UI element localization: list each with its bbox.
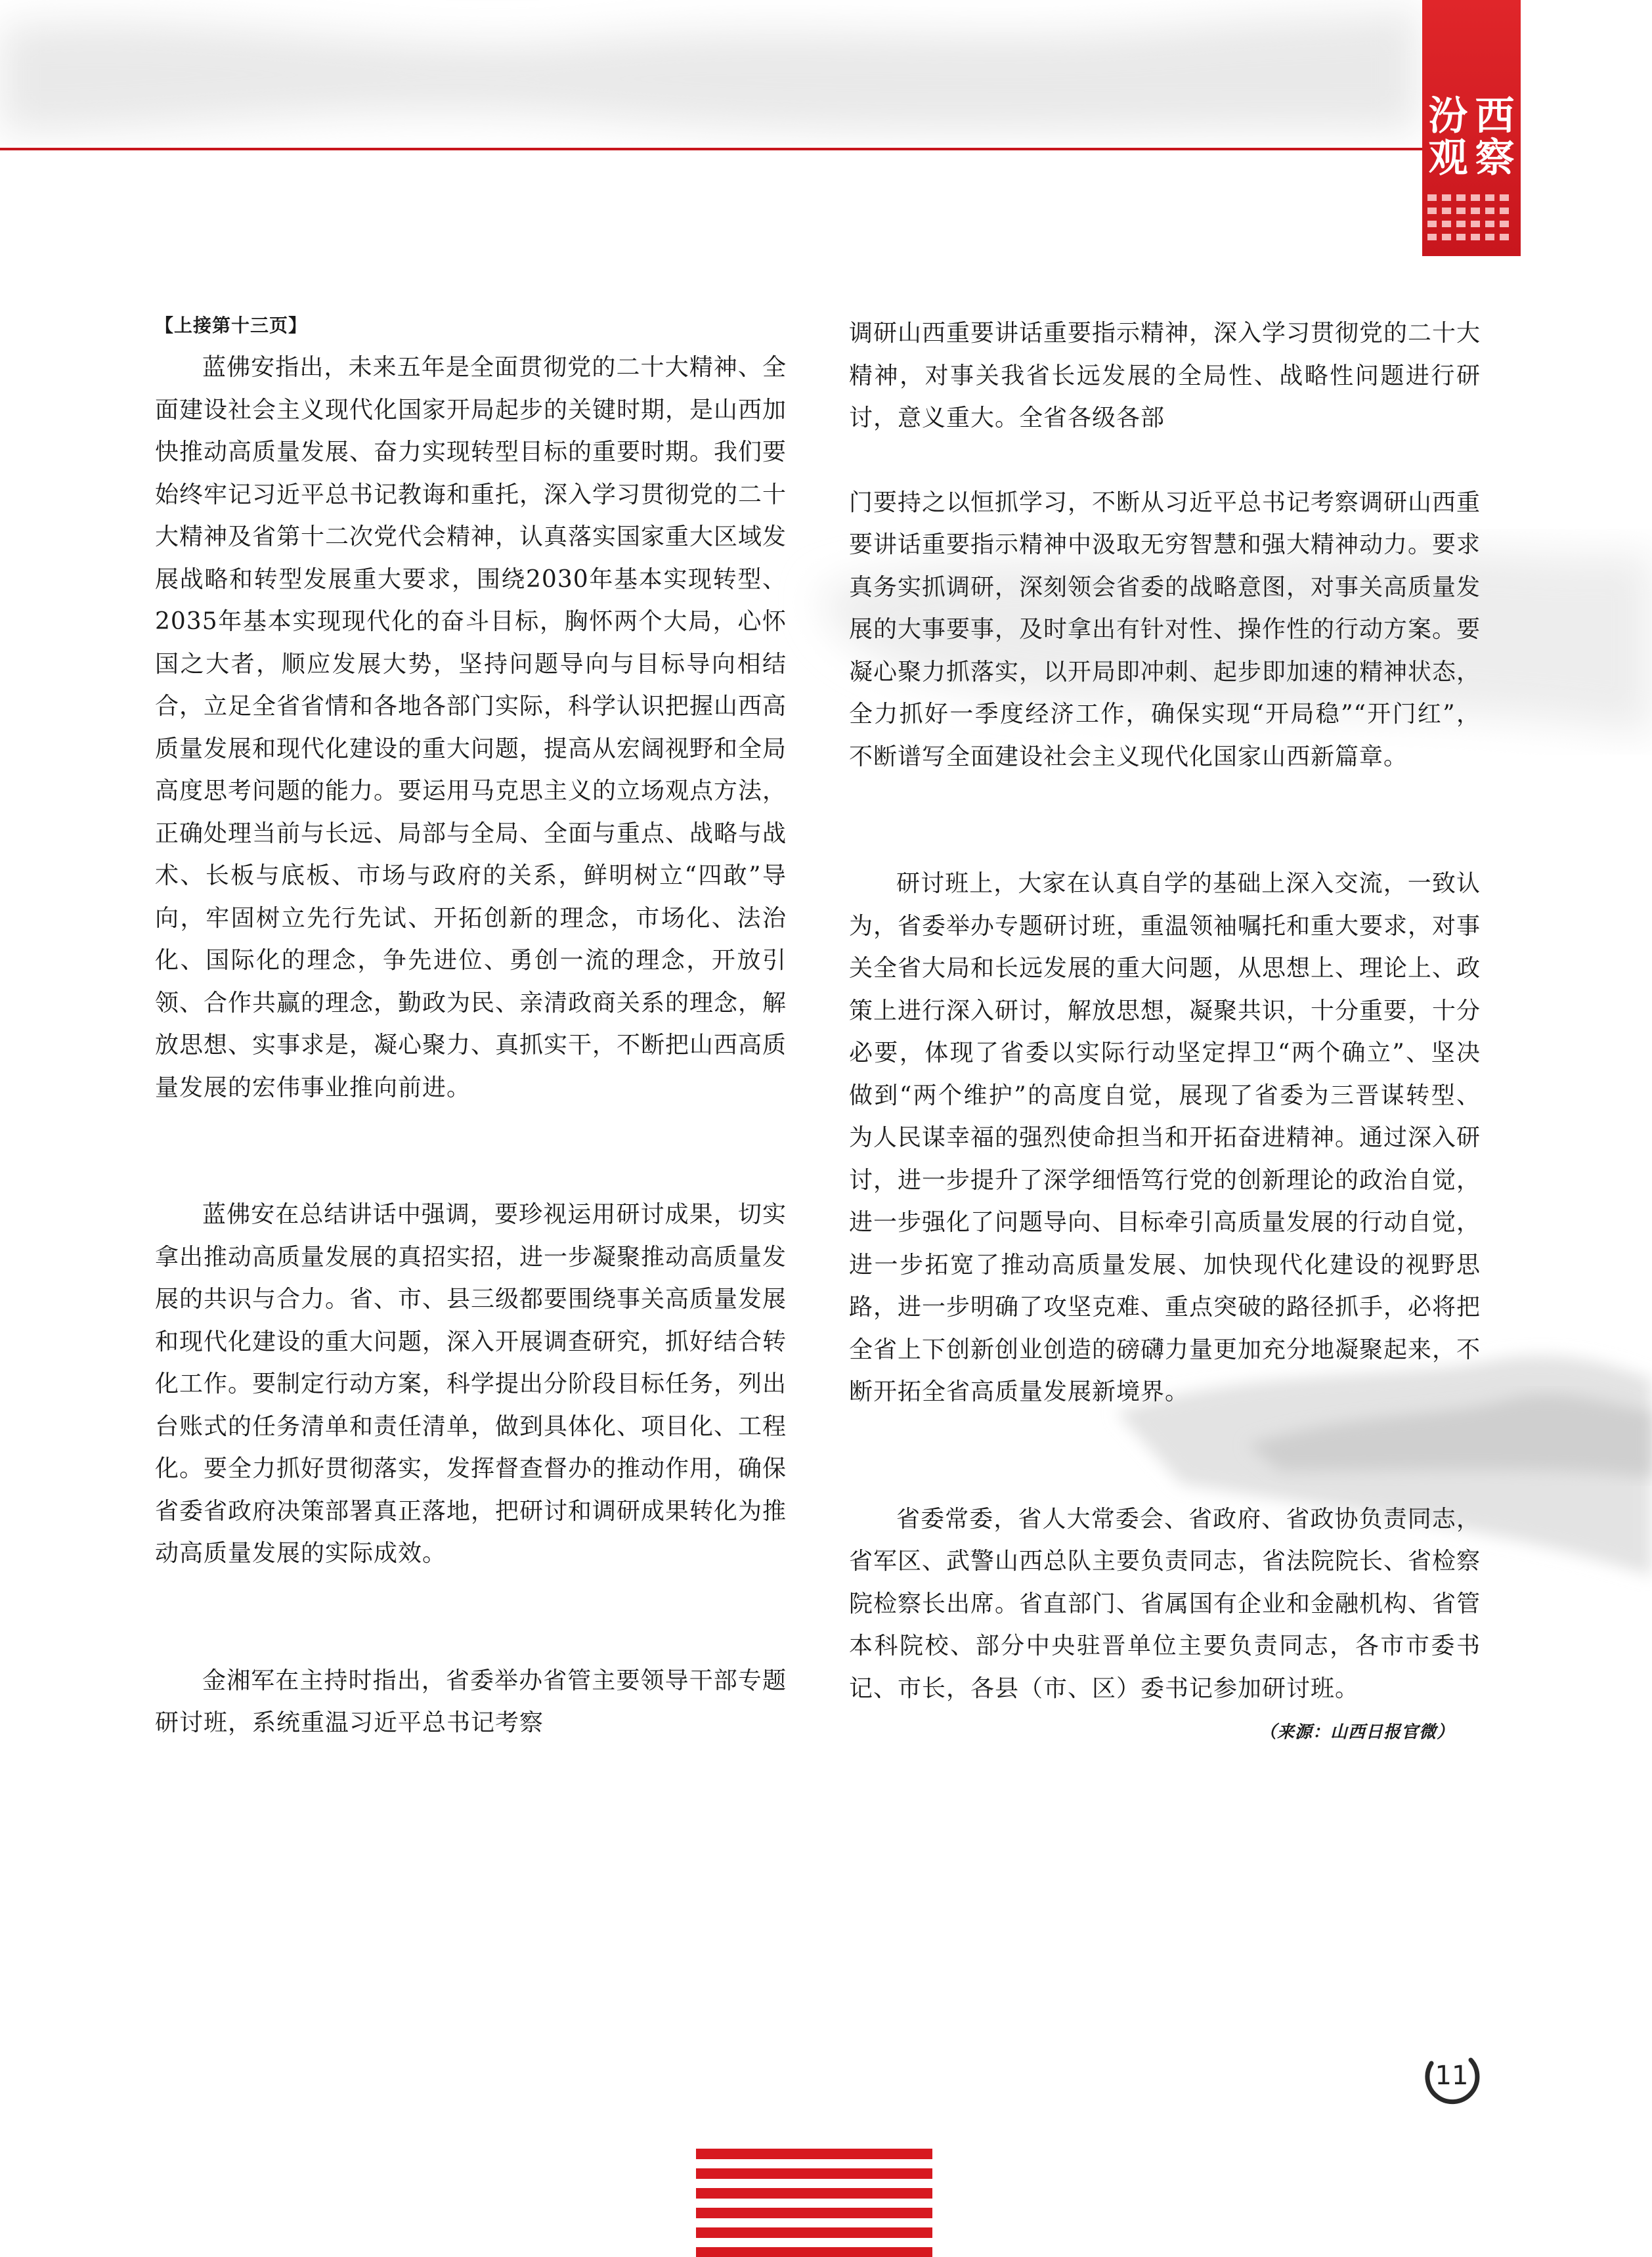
paragraph: 省委常委，省人大常委会、省政府、省政协负责同志，省军区、武警山西总队主要负责同志，省法院院长、省检察院检察长出席。省直部门、省属国有企业和金融机构、省管本科院校、部分中央驻晋单位主要负责同志，各市市委书记、市长，各县（市、区）委书记参加研讨班。 (849, 1505, 1481, 1702)
paragraph-gap (849, 440, 1481, 482)
left-column (155, 313, 787, 1745)
paragraph: 蓝佛安指出，未来五年是全面贯彻党的二十大精神、全面建设社会主义现代化国家开局起步的关键时期，是山西加快推动高质量发展、奋力实现转型目标的重要时期。我们要始终牢记习近平总书记教诲和重托，深入学习贯彻党的二十大精神及省第十二次党代会精神，认真落实国家重大区域发展战略和转型发展重大要求，围绕2030年基本实现转型、2035年基本实现现代化的奋斗目标，胸怀两个大局，心怀国之大者，顺应发展大势，坚持问题导向与目标导向相结合，立足全省省情和各地各部门实际，科学认识把握山西高质量发展和现代化建设的重大问题，提高从宏阔视野和全局高度思考问题的能力。要运用马克思主义的立场观点方法，正确处理当前与长远、局部与全局、全面与重点、战略与战术、长板与底板、市场与政府的关系，鲜明树立“四敢”导向，牢固树立先行先试、开拓创新的理念，市场化、法治化、国际化的理念，争先进位、勇创一流的理念，开放引领、合作共赢的理念，勤政为民、亲清政商关系的理念，解放思想、实事求是，凝心聚力、真抓实干，不断把山西高质量发展的宏伟事业推向前进。 (155, 354, 787, 1101)
paragraph: 门要持之以恒抓学习，不断从习近平总书记考察调研山西重要讲话重要指示精神中汲取无穷智慧和强大精神动力。要求真务实抓调研，深刻领会省委的战略意图，对事关高质量发展的大事要事，及时拿出有针对性、操作性的行动方案。要凝心聚力抓落实，以开局即冲刺、起步即加速的精神状态，全力抓好一季度经济工作，确保实现“开局稳”“开门红”，不断谱写全面建设社会主义现代化国家山西新篇章。 (849, 489, 1481, 770)
paragraph: 研讨班上，大家在认真自学的基础上深入交流，一致认为，省委举办专题研讨班，重温领袖嘱托和重大要求，对事关全省大局和长远发展的重大问题，从思想上、理论上、政策上进行深入研讨，解放思想，凝聚共识，十分重要，十分必要，体现了省委以实际行动坚定捍卫“两个确立”、坚决做到“两个维护”的高度自觉，展现了省委为三晋谋转型、为人民谋幸福的强烈使命担当和开拓奋进精神。通过深入研讨，进一步提升了深学细悟笃行党的创新理论的政治自觉，进一步强化了问题导向、目标牵引高质量发展的行动自觉，进一步拓宽了推动高质量发展、加快现代化建设的视野思路，进一步明确了攻坚克难、重点突破的路径抓手，必将把全省上下创新创业创造的磅礴力量更加充分地凝聚起来，不断开拓全省高质量发展新境界。 (849, 870, 1481, 1405)
brand-char-2: 西 (1475, 93, 1515, 139)
paragraph-gap (849, 1414, 1481, 1499)
brand-logo (1425, 95, 1518, 179)
paragraph: 金湘军在主持时指出，省委举办省管主要领导干部专题研讨班，系统重温习近平总书记考察 (155, 1667, 787, 1736)
continued-note: 【上接第十三页】 (155, 315, 308, 336)
paragraph-gap (155, 1109, 787, 1194)
header-rule (0, 148, 1425, 150)
brand-char-3: 观 (1428, 135, 1468, 181)
paragraph-gap (849, 778, 1481, 863)
brand-char-1: 汾 (1428, 93, 1468, 139)
page-number: 11 (1435, 2061, 1469, 2091)
right-column (849, 313, 1481, 1754)
brand-dot-pattern (1422, 190, 1521, 256)
bottom-stripe-decoration (696, 2139, 932, 2257)
brand-char-4: 察 (1475, 135, 1515, 181)
paragraph: 调研山西重要讲话重要指示精神，深入学习贯彻党的二十大精神，对事关我省长远发展的全局性、战略性问题进行研讨，意义重大。全省各级各部 (849, 320, 1481, 431)
paragraph-gap (155, 1575, 787, 1660)
paragraph: 蓝佛安在总结讲话中强调，要珍视运用研讨成果，切实拿出推动高质量发展的真招实招，进一步凝聚推动高质量发展的共识与合力。省、市、县三级都要围绕事关高质量发展和现代化建设的重大问题，深入开展调查研究，抓好结合转化工作。要制定行动方案，科学提出分阶段目标任务，列出台账式的任务清单和责任清单，做到具体化、项目化、工程化。要全力抓好贯彻落实，发挥督查督办的推动作用，确保省委省政府决策部署真正落地，把研讨和调研成果转化为推动高质量发展的实际成效。 (155, 1201, 787, 1567)
source-note: （来源：山西日报官微） (1259, 1722, 1454, 1742)
